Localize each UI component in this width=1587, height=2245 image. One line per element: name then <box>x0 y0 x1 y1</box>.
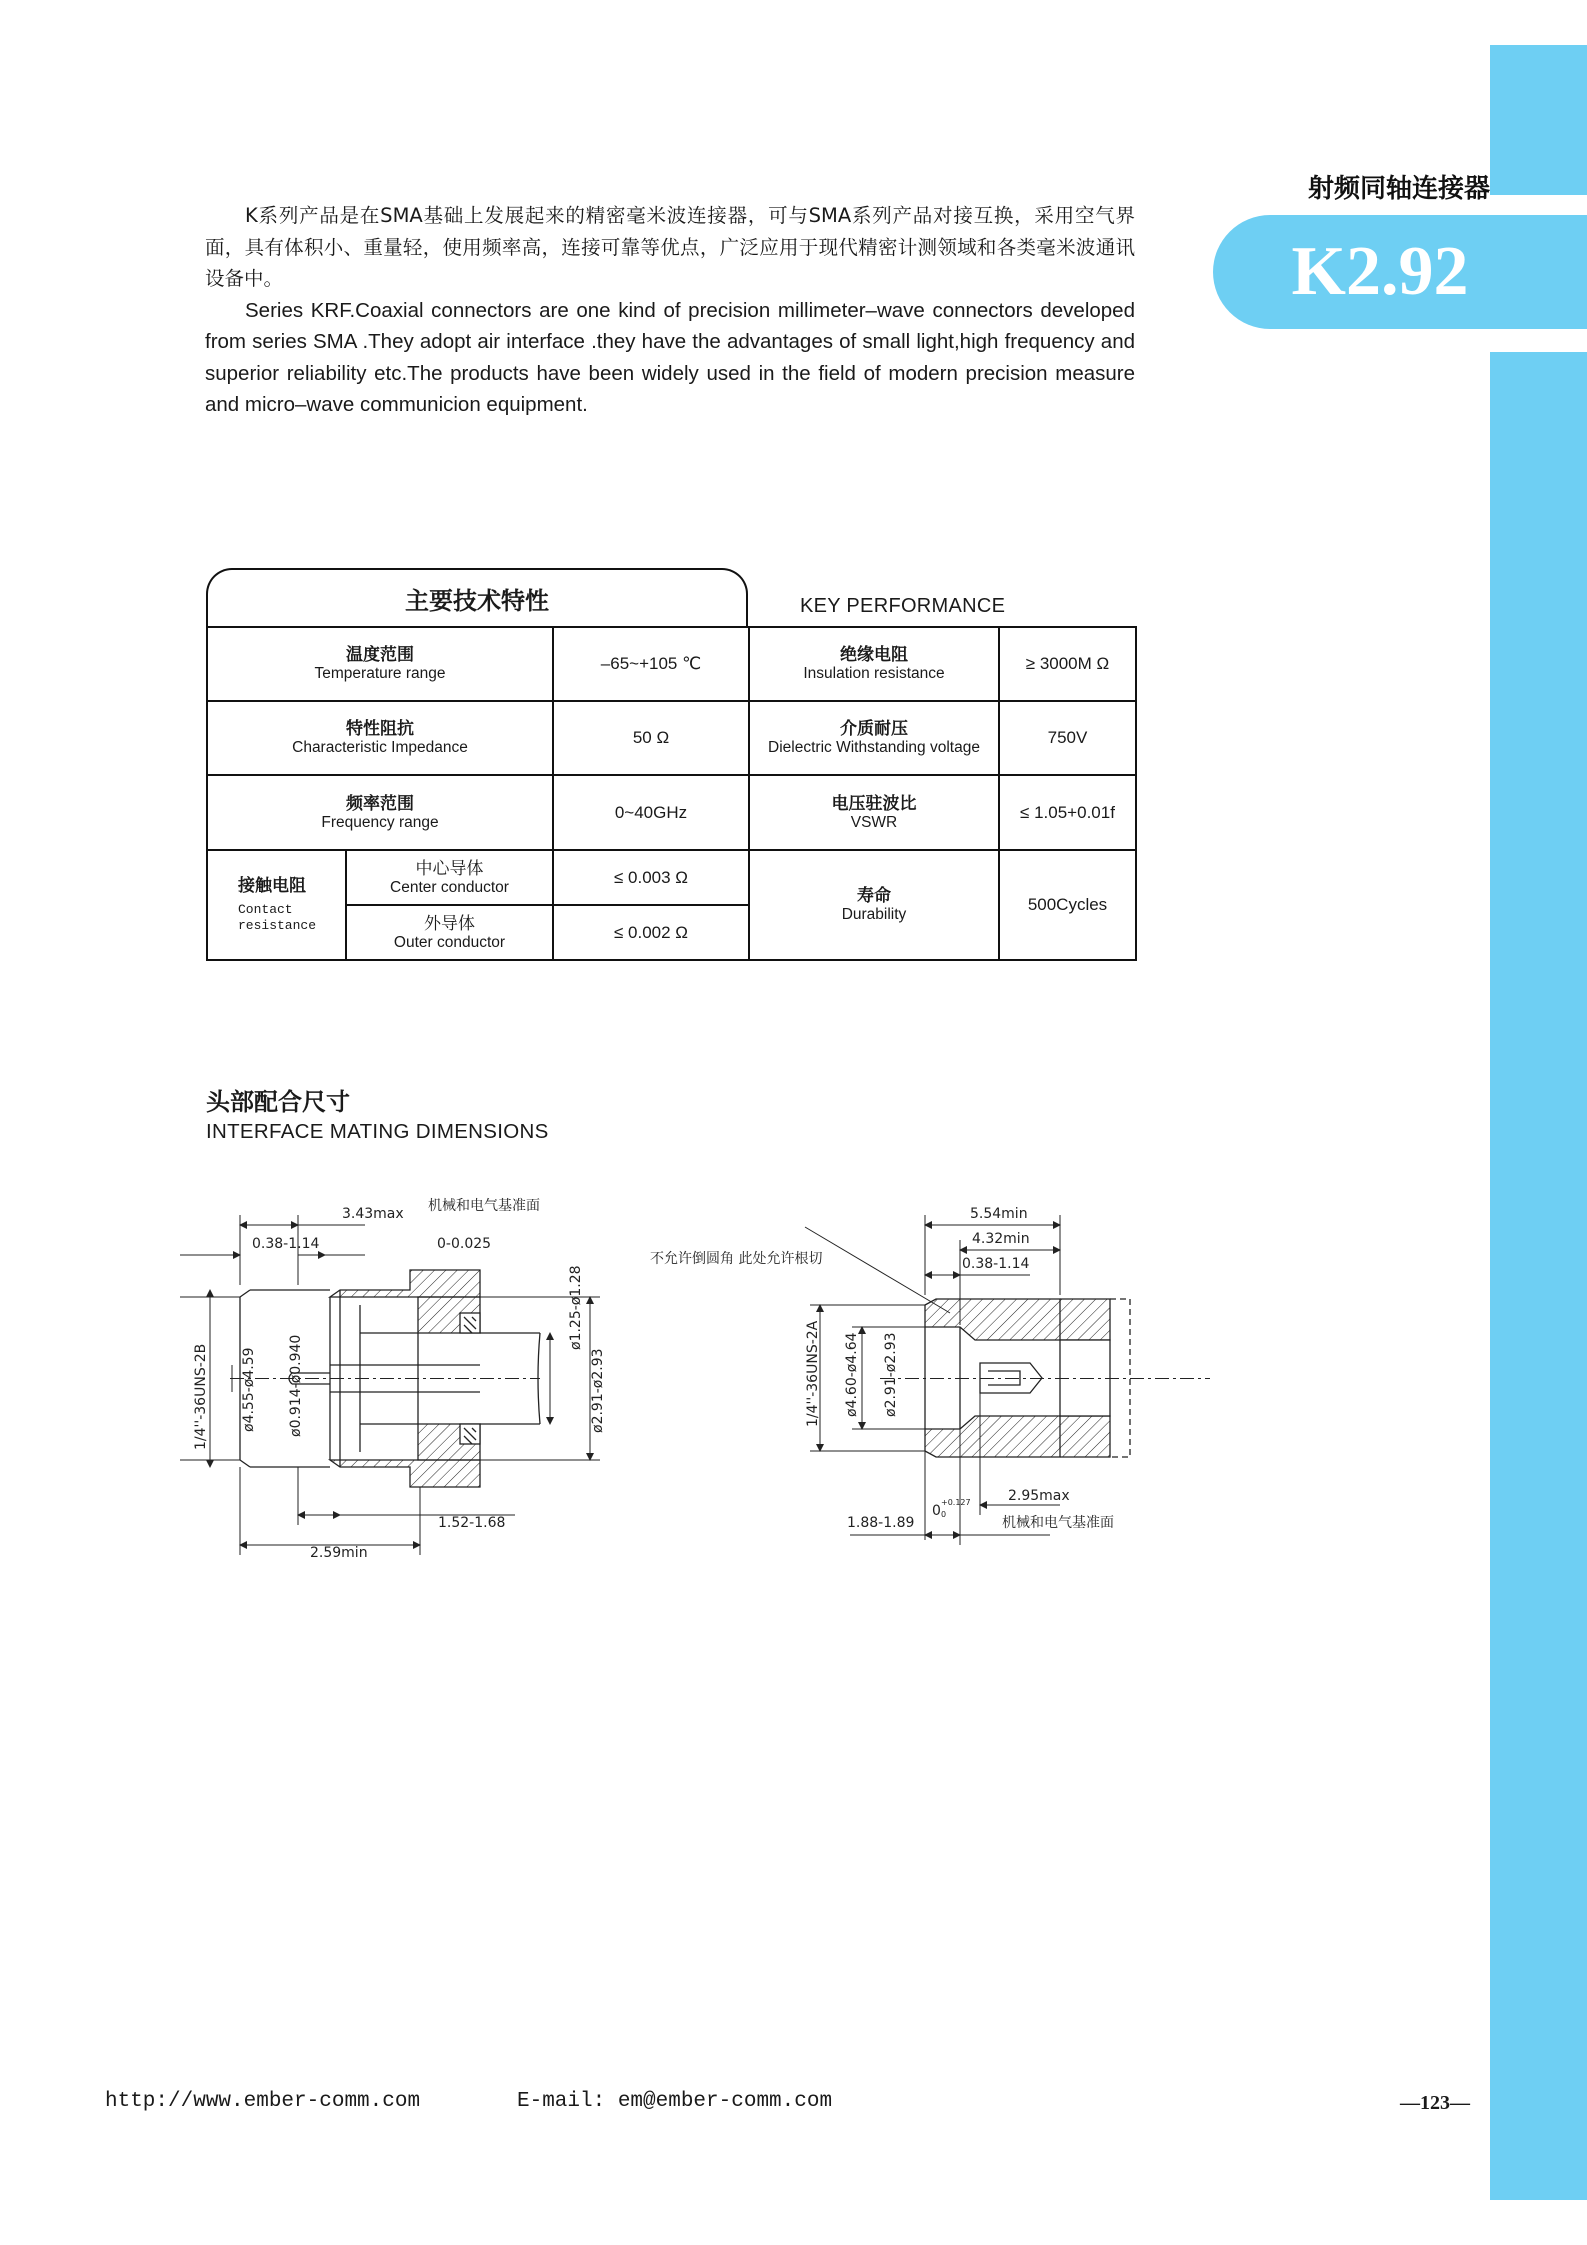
impedance-en: Characteristic Impedance <box>292 739 468 756</box>
impedance-label <box>207 701 553 775</box>
dim-295: 2.95max <box>1008 1488 1070 1504</box>
table-row <box>207 701 1136 775</box>
outer-conductor-en: Outer conductor <box>393 933 506 951</box>
model-name: K2.92 <box>1291 233 1469 310</box>
durability-label <box>749 850 999 960</box>
intro-section <box>205 200 1135 421</box>
female-thread: 1/4''-36UNS-2B <box>193 1343 209 1450</box>
durability-value: 500Cycles <box>999 850 1136 960</box>
sidebar-accent-top <box>1490 45 1587 195</box>
dim-0914: ø0.914-ø0.940 <box>288 1334 304 1437</box>
contact-label <box>207 850 346 960</box>
dim-432: 4.32min <box>972 1231 1030 1247</box>
insulation-label <box>749 627 999 701</box>
center-conductor-label <box>346 850 553 905</box>
center-conductor-value: ≤ 0.003 Ω <box>553 850 749 905</box>
contact-zh: 接触电阻 <box>238 876 306 896</box>
durability-zh: 寿命 <box>857 886 891 906</box>
page-number: —123— <box>1400 2092 1470 2114</box>
dim-343: 3.43max <box>342 1206 404 1222</box>
table-row <box>207 775 1136 850</box>
vswr-label <box>749 775 999 850</box>
footer-email[interactable]: E-mail: em@ember-comm.com <box>517 2090 833 2113</box>
insulation-value: ≥ 3000M Ω <box>999 627 1136 701</box>
female-ref-plane: 机械和电气基准面 <box>428 1198 540 1214</box>
outer-conductor-label <box>346 905 553 960</box>
intro-zh: K系列产品是在SMA基础上发展起来的精密毫米波连接器，可与SMA系列产品对接互换，采用空气界面，具有体积小、重量轻，使用频率高，连接可靠等优点，广泛应用于现代精密计测领域和各类毫米波通讯设备中。 <box>205 204 1135 290</box>
intro-en: Series KRF.Coaxial connectors are one kind of precision millimeter–wave connectors developed from series SMA .They adopt air interface .they have the advantages of small light,high frequency and superior reliability etc.The products have been widely used in the field of modern precision measure and micro–wave communicion equipment. <box>205 298 1135 416</box>
dim-0: 0 <box>932 1503 941 1519</box>
dim-291: ø2.91-ø2.93 <box>590 1348 606 1433</box>
table-row <box>207 850 1136 905</box>
dimensions-title: 头部配合尺寸 <box>206 1088 350 1116</box>
dimensions-title-en: INTERFACE MATING DIMENSIONS <box>206 1120 549 1143</box>
durability-en: Durability <box>841 906 907 923</box>
dim-038: 0.38-1.14 <box>252 1236 320 1252</box>
male-interface-drawing <box>880 1299 1210 1457</box>
contact-en: Contact resistance <box>238 902 317 933</box>
female-interface-drawing <box>180 1270 540 1487</box>
performance-title: 主要技术特性 <box>405 586 549 615</box>
impedance-value: 50 Ω <box>553 701 749 775</box>
dim-125: ø1.25-ø1.28 <box>568 1265 584 1350</box>
dielectric-en: Dielectric Withstanding voltage <box>768 739 980 756</box>
frequency-label <box>207 775 553 850</box>
outer-conductor-zh: 外导体 <box>424 913 475 934</box>
dim-291-male: ø2.91-ø2.93 <box>883 1332 899 1417</box>
male-ref-plane: 机械和电气基准面 <box>1002 1515 1114 1531</box>
footer-url[interactable]: http://www.ember-comm.com <box>105 2090 421 2113</box>
dim-455: ø4.55-ø4.59 <box>241 1347 257 1432</box>
outer-conductor-value: ≤ 0.002 Ω <box>553 905 749 960</box>
insulation-en: Insulation resistance <box>803 665 945 682</box>
category-title: 射频同轴连接器 <box>1307 174 1490 204</box>
dim-554: 5.54min <box>970 1206 1028 1222</box>
male-note: 不允许倒圆角 此处允许根切 <box>650 1251 823 1267</box>
frequency-en: Frequency range <box>321 813 439 831</box>
temperature-value: –65~+105 ℃ <box>553 627 749 701</box>
dim-038-male: 0.38-1.14 <box>962 1256 1030 1272</box>
temperature-zh: 温度范围 <box>346 645 414 665</box>
dim-152: 1.52-1.68 <box>438 1515 506 1531</box>
table-row <box>207 627 1136 701</box>
sidebar-accent-bottom <box>1490 352 1587 2200</box>
performance-title-en: KEY PERFORMANCE <box>800 595 1006 617</box>
dim-259: 2.59min <box>310 1545 368 1561</box>
center-conductor-en: Center conductor <box>390 878 509 896</box>
dielectric-zh: 介质耐压 <box>840 719 908 739</box>
impedance-zh: 特性阻抗 <box>346 719 414 739</box>
dim-188: 1.88-1.89 <box>847 1515 915 1531</box>
dielectric-label <box>749 701 999 775</box>
frequency-value: 0~40GHz <box>553 775 749 850</box>
performance-title-box <box>206 568 748 626</box>
temperature-label <box>207 627 553 701</box>
temperature-en: Temperature range <box>314 665 446 682</box>
insulation-zh: 绝缘电阻 <box>840 645 908 665</box>
male-thread: 1/4''-36UNS-2A <box>805 1320 821 1427</box>
vswr-zh: 电压驻波比 <box>831 793 917 814</box>
center-conductor-zh: 中心导体 <box>415 858 484 879</box>
dim-tol-upper: +0.127 <box>941 1498 971 1507</box>
vswr-value: ≤ 1.05+0.01f <box>999 775 1136 850</box>
model-badge <box>1213 215 1587 329</box>
performance-table <box>206 626 1137 961</box>
dim-0025: 0-0.025 <box>437 1236 492 1252</box>
frequency-zh: 频率范围 <box>346 793 414 814</box>
dielectric-value: 750V <box>999 701 1136 775</box>
dim-tol-lower: 0 <box>941 1510 947 1519</box>
vswr-en: VSWR <box>850 813 898 831</box>
dim-460: ø4.60-ø4.64 <box>844 1332 860 1417</box>
interface-drawing <box>180 1185 1230 1585</box>
